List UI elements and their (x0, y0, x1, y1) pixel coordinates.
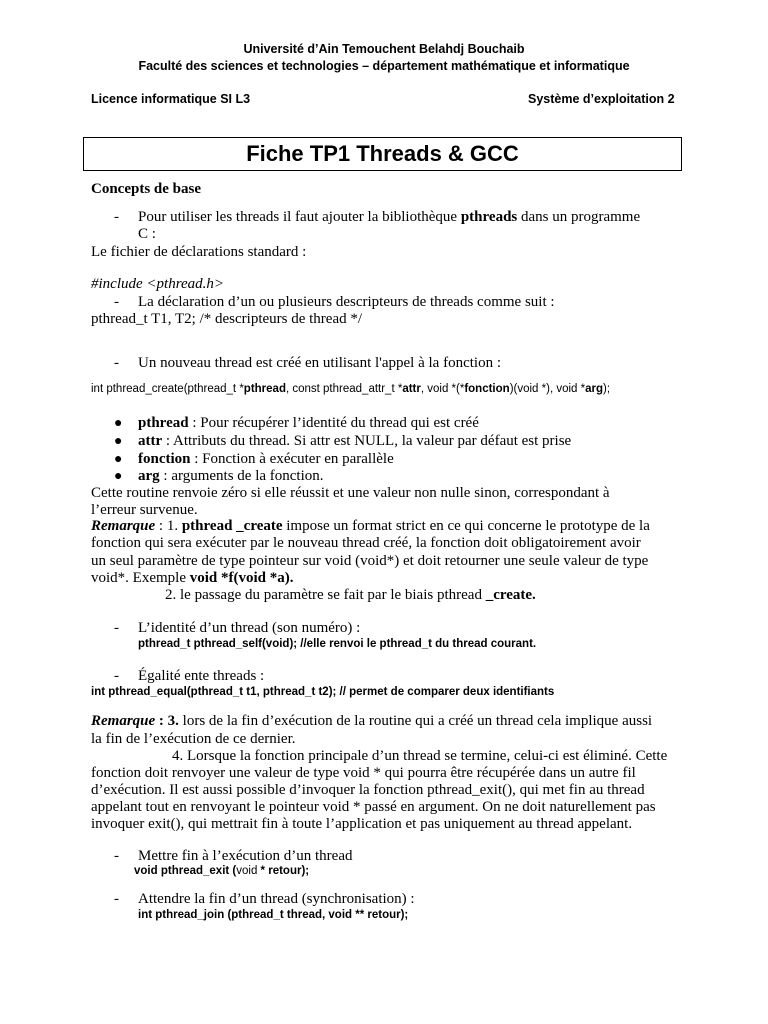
list-item: - La déclaration d’un ou plusieurs descripteurs de threads comme suit : (114, 294, 555, 310)
remark-line: un seul paramètre de type pointeur sur void (void*) et doit retourner une seule valeur de type (91, 553, 649, 569)
list-item: - L’identité d’un thread (son numéro) : (114, 620, 361, 636)
remark-line: invoquer exit(), qui mettrait fin à toute l’application et pas uniquement au thread appelant. (91, 816, 633, 832)
create-signature: int pthread_create(pthread_t *pthread, const pthread_attr_t *attr, void *(*fonction)(void *), void *arg); (91, 383, 611, 395)
remark-line: Remarque : 3. lors de la fin d’exécution de la routine qui a créé un thread cela implique aussi (91, 713, 653, 729)
section-title: Concepts de base (91, 181, 202, 197)
bullet-item: ● pthread : Pour récupérer l’identité du thread qui est créé (114, 415, 479, 431)
include-line: #include <pthread.h> (91, 276, 225, 292)
list-item: - Mettre fin à l’exécution d’un thread (114, 848, 353, 864)
remark-line: Remarque : 1. pthread _create impose un format strict en ce qui concerne le prototype de la (91, 518, 650, 534)
exit-signature: void pthread_exit (void * retour); (134, 865, 310, 877)
self-signature: pthread_t pthread_self(void); //elle renvoi le pthread_t du thread courant. (138, 638, 537, 650)
university-name: Université d’Ain Temouchent Belahdj Bouchaib (243, 42, 525, 56)
paragraph: Le fichier de déclarations standard : (91, 244, 307, 260)
remark-line: la fin de l’exécution de ce dernier. (91, 731, 296, 747)
code-line: pthread_t T1, T2; /* descripteurs de thread */ (91, 311, 363, 327)
course-name: Système d’exploitation 2 (528, 92, 675, 106)
remark-line: 4. Lorsque la fonction principale d’un thread se termine, celui-ci est éliminé. Cette (172, 748, 668, 764)
bullet-item: ● fonction : Fonction à exécuter en parallèle (114, 451, 394, 467)
list-item: - Pour utiliser les threads il faut ajouter la bibliothèque pthreads dans un programme (114, 209, 641, 225)
faculty-name: Faculté des sciences et technologies – département mathématique et informatique (138, 59, 630, 73)
paragraph: Cette routine renvoie zéro si elle réussit et une valeur non nulle sinon, correspondant à (91, 485, 610, 501)
remark-line: 2. le passage du paramètre se fait par le biais pthread _create. (165, 587, 536, 603)
join-signature: int pthread_join (pthread_t thread, void ** retour); (138, 909, 409, 921)
list-item-continuation: C : (138, 226, 156, 242)
remark-line: appelant tout en renvoyant le pointeur void * passé en argument. On ne doit naturellement pas (91, 799, 656, 815)
bullet-item: ● attr : Attributs du thread. Si attr est NULL, la valeur par défaut est prise (114, 433, 572, 449)
bullet-item: ● arg : arguments de la fonction. (114, 468, 324, 484)
course-level: Licence informatique SI L3 (91, 92, 251, 106)
equal-signature: int pthread_equal(pthread_t t1, pthread_t t2); // permet de comparer deux identifiants (91, 686, 555, 698)
title-box (83, 137, 682, 171)
remark-line: d’exécution. Il est aussi possible d’invoquer la fonction pthread_exit(), qui met fin au thread (91, 782, 645, 798)
list-item: - Égalité ente threads : (114, 668, 265, 684)
paragraph: l’erreur survenue. (91, 502, 198, 518)
remark-line: fonction qui sera exécuter par le nouveau thread créé, la fonction doit obligatoirement avoir (91, 535, 641, 551)
page-title: Fiche TP1 Threads & GCC (246, 141, 519, 166)
remark-line: void*. Exemple void *f(void *a). (91, 570, 294, 586)
remark-line: fonction doit renvoyer une valeur de type void * qui pourra être récupérée dans un autre fil (91, 765, 636, 781)
list-item: - Attendre la fin d’un thread (synchronisation) : (114, 891, 415, 907)
list-item: - Un nouveau thread est créé en utilisant l'appel à la fonction : (114, 355, 501, 371)
